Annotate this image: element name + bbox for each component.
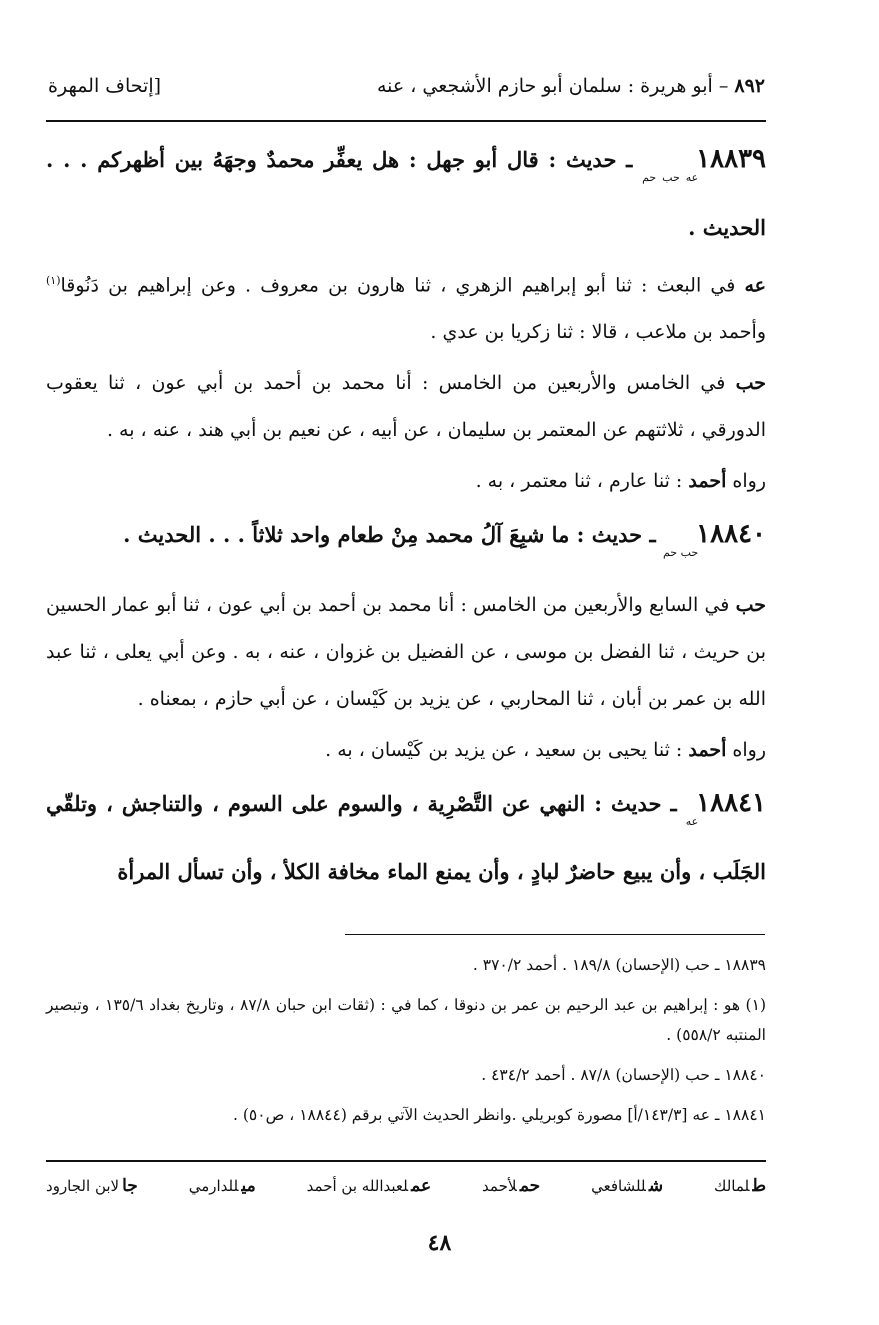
isnad-text: في البعث : ثنا أبو إبراهيم الزهري ، ثنا هارون بن معروف . وعن إبراهيم بن دَنُوقا (60, 274, 736, 297)
header-title: أبو هريرة : سلمان أبو حازم الأشجعي ، عنه (376, 75, 713, 97)
isnad-paragraph (46, 360, 766, 454)
legend-item (591, 1176, 663, 1196)
hadith-entry (46, 778, 766, 897)
legend-item (482, 1176, 540, 1196)
source-name: أحمد (688, 739, 727, 762)
narration-lead: رواه (732, 470, 766, 493)
hadith-text: ـ حديث : قال أبو جهل : هل يعفِّر محمدٌ وجهَهُ بين أظهركم . . . الحديث . (46, 147, 766, 240)
legend-label: لمالك (714, 1177, 750, 1195)
footnotes (46, 950, 766, 1140)
legend-item (46, 1176, 138, 1196)
page-header (48, 66, 765, 106)
legend-abbr: ط (752, 1176, 766, 1196)
isnad-paragraph (46, 257, 766, 356)
hadith-number: ١٨٨٤١ (696, 788, 766, 819)
legend-divider (46, 1160, 766, 1162)
source-abbr: حب (735, 372, 766, 395)
legend-label: للدارمي (188, 1177, 239, 1195)
narration-lead: رواه (732, 739, 766, 762)
isnad-text: : ثنا يحيى بن سعيد ، عن يزيد بن كَيْسان ، به . (325, 739, 683, 762)
footnote: ١٨٨٤١ ـ عه [١٤٣/٣/أ] مصورة كوبريلي .وانظر الحديث الآتي برقم (١٨٨٤٤ ، ص٥٠) . (233, 1106, 766, 1124)
hadith-entry (46, 134, 766, 253)
legend-abbr: جا (122, 1176, 138, 1196)
hadith-sigla: عه (685, 815, 699, 829)
legend-item (307, 1176, 431, 1196)
hadith-text: ـ حديث : ما شبِعَ آلُ محمد مِنْ طعام واحد ثلاثاً . . . الحديث . (123, 522, 656, 548)
isnad-paragraph (46, 727, 766, 774)
legend-label: للشافعي (591, 1177, 646, 1195)
isnad-text-tail: وأحمد بن ملاعب ، قالا : ثنا زكريا بن عدي . (430, 321, 766, 344)
legend-label: لعبدالله بن أحمد (306, 1177, 409, 1195)
hadith-sigla: حب حم (662, 546, 699, 560)
header-divider (46, 120, 766, 122)
hadith-sigla: عه حب حم (642, 171, 699, 184)
footnote: (١) هو : إبراهيم بن عبد الرحيم بن عمر بن دنوقا ، كما في : (ثقات ابن حبان ٨٧/٨ ، وتاريخ بغداد ١٣٥/٦ ، وتبصير المنتبه ٥٥٨/٢) . (46, 996, 766, 1044)
source-name: أحمد (688, 470, 727, 493)
footnote: ١٨٨٤٠ ـ حب (الإحسان) ٨٧/٨ . أحمد ٤٣٤/٢ . (481, 1066, 766, 1084)
isnad-text: في الخامس والأربعين من الخامس : أنا محمد بن أحمد بن أبي عون ، ثنا يعقوب الدورقي ، ثلاثتهم عن المعتمر بن سليمان ، عن أبيه ، عن نعيم بن أبي هند ، عنه ، به . (46, 372, 766, 442)
isnad-paragraph (46, 458, 766, 505)
page-footer-number: ٤٨ (427, 1230, 452, 1256)
header-title-group: ٨٩٢ – أبو هريرة : سلمان أبو حازم الأشجعي ، عنه (376, 75, 765, 97)
header-book-name: [إتحاف المهرة (48, 75, 162, 97)
footnote-ref: (١) (46, 274, 61, 287)
legend-abbr: حم (519, 1176, 541, 1196)
footnote: ١٨٨٣٩ ـ حب (الإحسان) ١٨٩/٨ . أحمد ٣٧٠/٢ . (472, 956, 766, 974)
legend-label: لابن الجارود (46, 1177, 120, 1195)
legend-label: لأحمد (482, 1177, 517, 1195)
hadith-number: ١٨٨٤٠ (696, 519, 766, 550)
hadith-entry (46, 509, 766, 578)
legend-abbr: مي (241, 1176, 256, 1196)
source-abbr: عه (744, 274, 767, 297)
legend-abbr: ش (648, 1176, 664, 1196)
legend-abbr: عم (411, 1176, 432, 1196)
footnote-divider (345, 934, 765, 935)
hadith-text: ـ حديث : النهي عن التَّصْرِية ، والسوم على السوم ، والتناجش ، وتلقّي الجَلَب ، وأن يبيع حاضرٌ لبادٍ ، وأن يمنع الماء مخافة الكلأ ، وأن تسأل المرأة (46, 791, 766, 885)
isnad-paragraph (46, 582, 766, 723)
legend-item (714, 1176, 766, 1196)
isnad-text: في السابع والأربعين من الخامس : أنا محمد بن أحمد بن أبي عون ، ثنا أبو عمار الحسين بن حريث ، ثنا الفضل بن موسى ، عن الفضيل بن غزوان ، عنه ، به . وعن أبي يعلى ، ثنا عبد الله بن عمر بن أبان ، ثنا المحاربي ، عن يزيد بن كَيْسان ، عن أبي حازم ، بمعناه . (46, 594, 766, 711)
legend-item (189, 1176, 256, 1196)
header-page-number: ٨٩٢ (734, 75, 765, 97)
hadith-number: ١٨٨٣٩ (696, 144, 766, 174)
isnad-text: : ثنا عارم ، ثنا معتمر ، به . (475, 470, 683, 493)
abbreviation-legend (46, 1168, 766, 1204)
source-abbr: حب (735, 594, 766, 617)
main-text (46, 134, 766, 901)
